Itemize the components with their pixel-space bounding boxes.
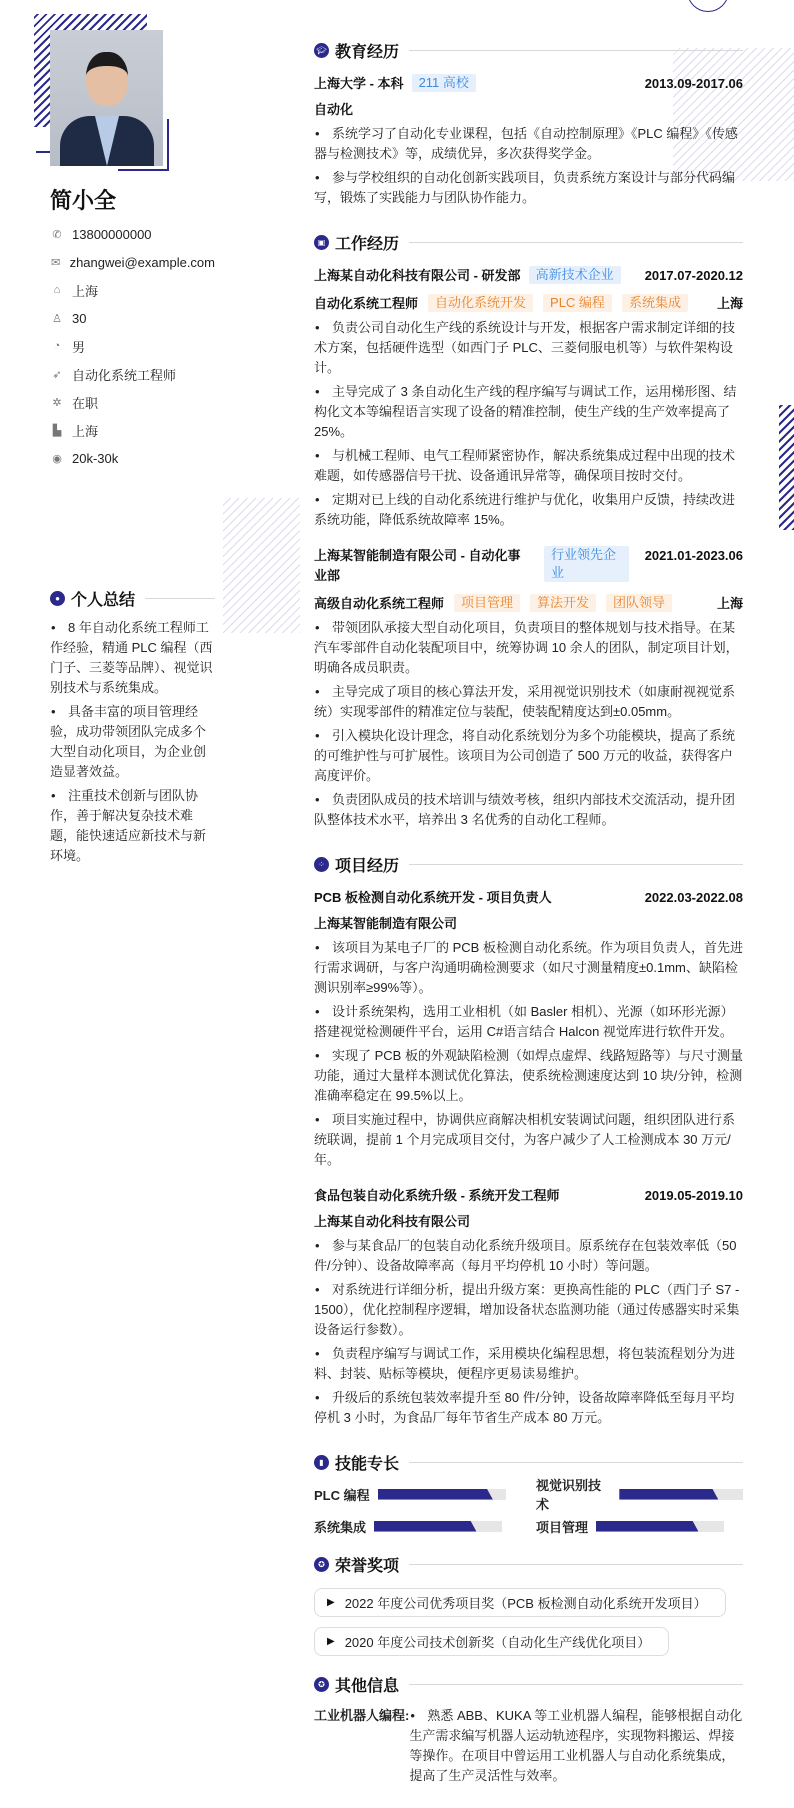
bullet-item: • 带领团队承接大型自动化项目，负责项目的整体规划与技术指导。在某汽车零部件自动化装配项目中，统筹协调 10 余人的团队，制定项目计划，明确各成员职责。 (314, 618, 743, 678)
status-icon: ✲ (52, 396, 62, 409)
grid-icon: ⁘ (314, 857, 329, 872)
skill-item (536, 1516, 743, 1536)
info-icon: ✪ (314, 1677, 329, 1692)
education-section (314, 38, 743, 208)
skill-name: 系统集成 (314, 1519, 367, 1535)
bullet-item: • 负责公司自动化生产线的系统设计与开发，根据客户需求制定详细的技术方案，包括硬件选型（如西门子 PLC、三菱伺服电机等）与软件架构设计。 (314, 318, 743, 378)
date-range: 2022.03-2022.08 (644, 890, 743, 905)
awards-section (314, 1552, 743, 1656)
project-name: 食品包装自动化系统升级 - 系统开发工程师 (314, 1188, 560, 1203)
section-title: 技能专长 (335, 1455, 400, 1473)
contact-item (50, 248, 215, 276)
contact-item (50, 388, 215, 416)
gender-icon: ◔ (53, 340, 61, 352)
skill-item (314, 1516, 536, 1536)
contact-value: 在职 (72, 395, 99, 411)
skill-tag: 自动化系统开发 (428, 294, 533, 312)
divider (409, 242, 743, 243)
project-entry (314, 888, 743, 1170)
skill-bar (374, 1521, 502, 1532)
bullet-item: • 该项目为某电子厂的 PCB 板检测自动化系统。作为项目负责人，首先进行需求调研，与客户沟通明确检测要求（如尺寸测量精度±0.1mm、缺陷检测识别率≥99%等）。 (314, 938, 743, 998)
contact-item (50, 276, 215, 304)
contact-item (50, 220, 215, 248)
company-name: 上海某智能制造有限公司 - 自动化事业部 (314, 548, 521, 583)
contact-value: 上海 (72, 283, 99, 299)
avatar (50, 30, 163, 166)
skill-tag: PLC 编程 (543, 294, 612, 312)
divider (409, 50, 743, 51)
job-city: 上海 (716, 296, 743, 311)
city-icon: ▙ (52, 424, 62, 437)
profile-name: 简小全 (50, 188, 117, 213)
briefcase-icon: ▣ (314, 235, 329, 250)
company-tag: 行业领先企业 (544, 546, 629, 582)
role-title: 自动化系统工程师 (314, 296, 419, 311)
skill-name: PLC 编程 (314, 1487, 370, 1503)
contact-value: 自动化系统工程师 (72, 367, 177, 383)
contact-value: 30 (72, 310, 87, 326)
position-icon: ➶ (52, 368, 62, 381)
project-company: 上海某智能制造有限公司 (314, 916, 458, 931)
project-bullets (314, 938, 743, 1170)
contact-item (50, 332, 215, 360)
role-row (314, 594, 743, 614)
bullet-item: • 主导完成了项目的核心算法开发，采用视觉识别技术（如康耐视视觉系统）实现零部件的精准定位与装配，使装配精度达到±0.05mm。 (314, 682, 743, 722)
contact-value: 上海 (72, 423, 99, 439)
bullet-item: • 引入模块化设计理念，将自动化系统划分为多个功能模块，提高了系统的可维护性与可扩展性。该项目为公司创造了 500 万元的收益，获得客户高度评价。 (314, 726, 743, 786)
skill-bar (378, 1489, 506, 1500)
skill-bar-fill (619, 1489, 718, 1500)
decor-circle (687, 0, 729, 12)
bullet-item: • 注重技术创新与团队协作，善于解决复杂技术难题，能快速适应新技术与新环境。 (50, 786, 215, 866)
job-entry (314, 266, 743, 530)
section-title: 项目经历 (335, 857, 400, 875)
contact-value: 20k-30k (72, 450, 119, 466)
salary-icon: ◉ (52, 452, 62, 465)
bullet-item: • 参与某食品厂的包装自动化系统升级项目。原系统存在包装效率低（50 件/分钟）、设备故障率高（每月平均停机 10 小时）等问题。 (314, 1236, 743, 1276)
project-company: 上海某自动化科技有限公司 (314, 1214, 471, 1229)
skill-bar (596, 1521, 724, 1532)
skill-item (314, 1484, 536, 1504)
role (314, 594, 672, 614)
role-row (314, 294, 743, 314)
date-range: 2013.09-2017.06 (644, 76, 743, 91)
company (314, 266, 621, 286)
project-entry (314, 1186, 743, 1428)
other-section (314, 1672, 743, 1786)
award-icon: ✪ (314, 1557, 329, 1572)
contact-value: 13800000000 (72, 226, 152, 242)
project-bullets (314, 1236, 743, 1428)
work-section (314, 230, 743, 830)
contact-item (50, 360, 215, 388)
graduation-cap-icon: 🎓︎ (314, 43, 329, 58)
bullet-item: • 升级后的系统包装效率提升至 80 件/分钟，设备故障率降低至每月平均停机 3 小时，为食品厂每年节省生产成本 80 万元。 (314, 1388, 743, 1428)
job-header (314, 546, 743, 586)
section-title: 教育经历 (335, 43, 400, 61)
date-range: 2021.01-2023.06 (644, 548, 743, 563)
contact-list (50, 220, 215, 472)
job-city: 上海 (716, 596, 743, 611)
bullet-item: • 具备丰富的项目管理经验，成功带领团队完成多个大型自动化项目，为企业创造显著效益。 (50, 702, 215, 782)
bullet-item: • 系统学习了自动化专业课程，包括《自动控制原理》《PLC 编程》《传感器与检测技术》等，成绩优异，多次获得奖学金。 (314, 124, 743, 164)
skill-name: 视觉识别技术 (536, 1478, 602, 1512)
company-name: 上海某自动化科技有限公司 - 研发部 (314, 268, 521, 283)
skills-section (314, 1450, 743, 1536)
projects-section (314, 852, 743, 1428)
phone-icon: ✆ (52, 228, 62, 241)
section-title: 个人总结 (71, 591, 136, 609)
date-range: 2019.05-2019.10 (644, 1188, 743, 1203)
date-range: 2017.07-2020.12 (644, 268, 743, 283)
main-column (314, 38, 743, 1808)
expand-triangle-icon[interactable]: ▶ (327, 1597, 335, 1608)
home-icon: ⌂ (53, 284, 61, 296)
divider (409, 1462, 743, 1463)
skill-bar-fill (596, 1521, 698, 1532)
other-label: 工业机器人编程: (314, 1708, 410, 1723)
section-title: 荣誉奖项 (335, 1557, 400, 1575)
summary-section (50, 586, 215, 866)
bullet-item: • 定期对已上线的自动化系统进行维护与优化，收集用户反馈，持续改进系统功能，降低系统故障率 15%。 (314, 490, 743, 530)
skill-tag: 项目管理 (454, 594, 520, 612)
contact-item (50, 304, 215, 332)
project-header (314, 888, 743, 908)
bullet-item: • 实现了 PCB 板的外观缺陷检测（如焊点虚焊、线路短路等）与尺寸测量功能，通过大量样本测试优化算法，使系统检测速度达到 10 块/分钟，检测准确率稳定在 99.5%以上。 (314, 1046, 743, 1106)
project-name: PCB 板检测自动化系统开发 - 项目负责人 (314, 890, 552, 905)
bullet-item: • 负责程序编写与调试工作，采用模块化编程思想，将包装流程划分为进料、封装、贴标等模块，便程序更易读易维护。 (314, 1344, 743, 1384)
skill-bar-fill (374, 1521, 476, 1532)
school-tag: 211 高校 (412, 74, 476, 92)
contact-item (50, 416, 215, 444)
job-entry (314, 546, 743, 830)
decor-stripes (223, 498, 300, 633)
bullet-item: • 项目实施过程中，协调供应商解决相机安装调试问题，组织团队进行系统联调，提前 1 个月完成项目交付，为客户减少了人工检测成本 30 万元/年。 (314, 1110, 743, 1170)
award-item[interactable] (314, 1588, 726, 1617)
bullet-item: • 负责团队成员的技术培训与绩效考核，组织内部技术交流活动，提升团队整体技术水平，培养出 3 名优秀的自动化工程师。 (314, 790, 743, 830)
section-title: 工作经历 (335, 235, 400, 253)
divider (409, 1564, 743, 1565)
mail-icon: ✉ (51, 256, 61, 269)
skill-name: 项目管理 (536, 1519, 589, 1535)
company-tag: 高新技术企业 (529, 266, 621, 284)
user-icon: ● (50, 591, 65, 606)
skill-tag: 系统集成 (622, 294, 688, 312)
skill-item (536, 1478, 743, 1512)
award-text: 2020 年度公司技术创新奖（自动化生产线优化项目） (344, 1635, 651, 1650)
decor-stripes (779, 405, 794, 530)
divider (145, 598, 215, 599)
divider (409, 864, 743, 865)
bullet-item: • 与机械工程师、电气工程师紧密协作，解决系统集成过程中出现的技术难题，如传感器信号干扰、设备通讯异常等，确保项目按时交付。 (314, 446, 743, 486)
award-item[interactable] (314, 1627, 669, 1656)
job-bullets (314, 618, 743, 830)
divider (409, 1684, 743, 1685)
expand-triangle-icon[interactable]: ▶ (327, 1636, 335, 1647)
bullet-item: • 对系统进行详细分析，提出升级方案：更换高性能的 PLC（西门子 S7 - 1500），优化控制程序逻辑，增加设备状态监测功能（通过传感器实时采集设备运行参数）。 (314, 1280, 743, 1340)
skill-bar (619, 1489, 743, 1500)
section-title: 其他信息 (335, 1677, 400, 1695)
project-header (314, 1186, 743, 1206)
bullet-item: • 设计系统架构，选用工业相机（如 Basler 相机）、光源（如环形光源）搭建视觉检测硬件平台，运用 C#语言结合 Halcon 视觉库进行软件开发。 (314, 1002, 743, 1042)
major: 自动化 (314, 102, 354, 117)
bullet-item: • 8 年自动化系统工程师工作经验，精通 PLC 编程（西门子、三菱等品牌）、视觉识别技术与系统集成。 (50, 618, 215, 698)
skill-tag: 团队领导 (606, 594, 672, 612)
bullet-item: • 参与学校组织的自动化创新实践项目，负责系统方案设计与部分代码编写，锻炼了实践能力与团队协作能力。 (314, 168, 743, 208)
contact-value: zhangwei@example.com (69, 254, 215, 270)
contact-item (50, 444, 215, 472)
profile-panel (50, 186, 215, 472)
chart-icon: ▮ (314, 1455, 329, 1470)
company (314, 546, 629, 586)
award-text: 2022 年度公司优秀项目奖（PCB 板检测自动化系统开发项目） (344, 1596, 707, 1611)
skill-bar-fill (378, 1489, 493, 1500)
school-name: 上海大学 - 本科 (314, 76, 404, 91)
contact-value: 男 (72, 339, 86, 355)
age-icon: ♙ (52, 312, 62, 325)
job-bullets (314, 318, 743, 530)
job-header (314, 266, 743, 286)
bullet-item: • 熟悉 ABB、KUKA 等工业机器人编程，能够根据自动化生产需求编写机器人运动轨迹程序，实现物料搬运、焊接等操作。在项目中曾运用工业机器人与自动化系统集成，提高了生产灵活性与效率。 (409, 1706, 743, 1786)
role-title: 高级自动化系统工程师 (314, 596, 445, 611)
bullet-item: • 主导完成了 3 条自动化生产线的程序编写与调试工作，运用梯形图、结构化文本等编程语言实现了设备的精准控制，使生产线的生产效率提高了 25%。 (314, 382, 743, 442)
role (314, 294, 688, 314)
skill-tag: 算法开发 (530, 594, 596, 612)
